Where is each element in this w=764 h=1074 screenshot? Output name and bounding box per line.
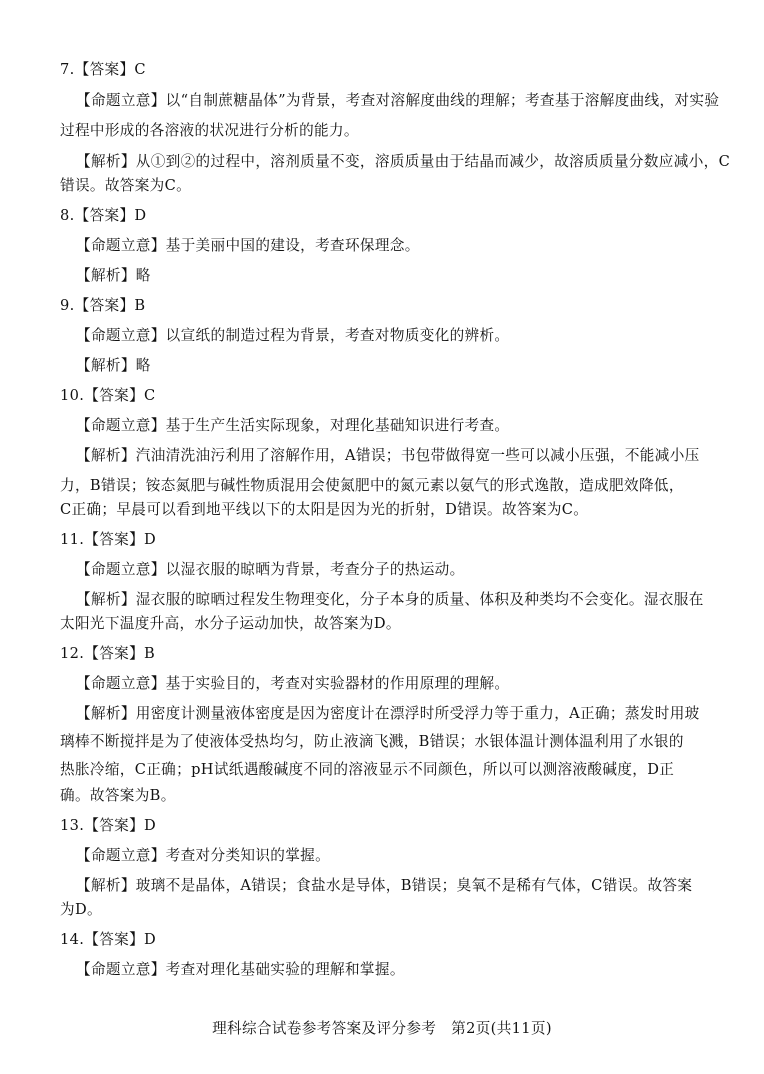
q7-intent-line-2: 过程中形成的各溶液的状况进行分析的能力。	[60, 122, 359, 139]
q10-intent-line-1: 【命题立意】基于生产生活实际现象，对理化基础知识进行考查。	[76, 417, 510, 434]
q12-answer: 12.【答案】B	[60, 645, 156, 662]
q8-intent-line-1: 【命题立意】基于美丽中国的建设，考查环保理念。	[76, 237, 420, 254]
q13-answer: 13.【答案】D	[60, 817, 157, 834]
page-footer: 理科综合试卷参考答案及评分参考 第2页(共11页)	[212, 1020, 552, 1037]
q13-intent-line-1: 【命题立意】考查对分类知识的掌握。	[76, 847, 331, 864]
q11-intent-line-1: 【命题立意】以湿衣服的晾晒为背景，考查分子的热运动。	[76, 561, 465, 578]
q12-analysis-line-3: 热胀冷缩，C正确；pH试纸遇酸碱度不同的溶液显示不同颜色，所以可以测溶液酸碱度，D正	[60, 761, 675, 778]
q9-answer: 9.【答案】B	[60, 297, 146, 314]
q7-analysis-line-1: 【解析】从①到②的过程中，溶剂质量不变，溶质质量由于结晶而减少，故溶质质量分数应减小，C	[76, 153, 731, 170]
q13-analysis-line-2: 为D。	[60, 901, 102, 918]
q12-analysis-line-4: 确。故答案为B。	[60, 787, 176, 804]
q8-analysis-line-1: 【解析】略	[76, 267, 151, 284]
q10-analysis-line-2: 力，B错误；铵态氮肥与碱性物质混用会使氮肥中的氮元素以氨气的形式逸散，造成肥效降低，	[60, 477, 684, 494]
q11-answer: 11.【答案】D	[60, 531, 157, 548]
q7-intent-line-1: 【命题立意】以“自制蔗糖晶体”为背景，考查对溶解度曲线的理解；考查基于溶解度曲线，对实验	[76, 92, 720, 109]
q14-answer: 14.【答案】D	[60, 931, 157, 948]
q12-intent-line-1: 【命题立意】基于实验目的，考查对实验器材的作用原理的理解。	[76, 675, 510, 692]
q7-answer: 7.【答案】C	[60, 61, 146, 78]
q9-analysis-line-1: 【解析】略	[76, 357, 151, 374]
q10-analysis-line-1: 【解析】汽油清洗油污利用了溶解作用，A错误；书包带做得宽一些可以减小压强，不能减小压	[76, 447, 700, 464]
q8-answer: 8.【答案】D	[60, 207, 147, 224]
q12-analysis-line-1: 【解析】用密度计测量液体密度是因为密度计在漂浮时所受浮力等于重力，A正确；蒸发时用玻	[76, 705, 700, 722]
q10-answer: 10.【答案】C	[60, 387, 156, 404]
q12-analysis-line-2: 璃棒不断搅拌是为了使液体受热均匀，防止液滴飞溅，B错误；水银体温计测体温利用了水银的	[60, 733, 684, 750]
q11-analysis-line-2: 太阳光下温度升高，水分子运动加快，故答案为D。	[60, 615, 401, 632]
q13-analysis-line-1: 【解析】玻璃不是晶体，A错误；食盐水是导体，B错误；臭氧不是稀有气体，C错误。故答案	[76, 877, 693, 894]
q10-analysis-line-3: C正确；早晨可以看到地平线以下的太阳是因为光的折射，D错误。故答案为C。	[60, 501, 589, 518]
q11-analysis-line-1: 【解析】湿衣服的晾晒过程发生物理变化，分子本身的质量、体积及种类均不会变化。湿衣服在	[76, 591, 704, 608]
q7-analysis-line-2: 错误。故答案为C。	[60, 177, 192, 194]
q9-intent-line-1: 【命题立意】以宣纸的制造过程为背景，考查对物质变化的辨析。	[76, 327, 510, 344]
q14-intent-line-1: 【命题立意】考查对理化基础实验的理解和掌握。	[76, 961, 405, 978]
